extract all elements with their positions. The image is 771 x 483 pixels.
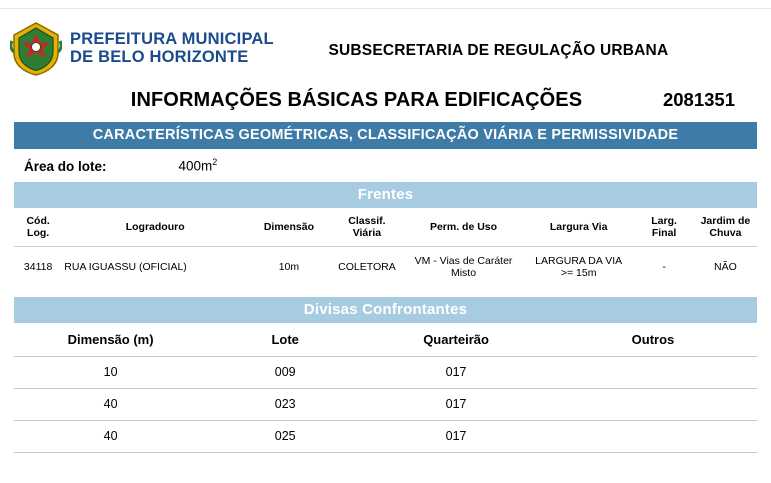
- subsecretaria-title: SUBSECRETARIA DE REGULAÇÃO URBANA: [328, 42, 669, 59]
- frentes-cell-classif-viaria: COLETORA: [338, 260, 396, 273]
- frentes-cell-cod-log: 34118: [23, 260, 53, 273]
- frentes-col-larg-final: Larg. Final: [634, 208, 693, 247]
- section-header-caracteristicas: CARACTERÍSTICAS GEOMÉTRICAS, CLASSIFICAÇÃO VIÁRIA E PERMISSIVIDADE: [14, 122, 757, 149]
- divisas-cell-lote: 023: [207, 388, 363, 420]
- brand-line-2: DE BELO HORIZONTE: [70, 48, 249, 66]
- divisas-col-quarteirao: Quarteirão: [363, 323, 549, 357]
- divisas-cell-outros: [549, 420, 757, 452]
- table-row: [14, 356, 757, 388]
- frentes-col-cod-log: Cód. Log.: [14, 208, 62, 247]
- document-header: [0, 9, 771, 83]
- divisas-cell-outros: [549, 356, 757, 388]
- frentes-cell-logradouro: RUA IGUASSU (OFICIAL): [64, 260, 187, 273]
- brand-block: [10, 19, 274, 77]
- frentes-table: [14, 208, 757, 289]
- city-crest-icon: [10, 19, 62, 77]
- frentes-header-row: [14, 208, 757, 247]
- section-divisas-wrap: [14, 297, 757, 323]
- frentes-col-dimensao: Dimensão: [248, 208, 330, 247]
- section-header-frentes: Frentes: [14, 182, 757, 208]
- divisas-col-dimensao: Dimensão (m): [14, 323, 207, 357]
- divisas-table: [14, 323, 757, 453]
- frentes-col-jardim-chuva: Jardim de Chuva: [694, 208, 757, 247]
- divisas-cell-lote: 009: [207, 356, 363, 388]
- title-row: [60, 83, 771, 122]
- area-do-lote-row: [0, 149, 771, 182]
- top-strip: [0, 0, 771, 9]
- divisas-cell-dimensao: 10: [14, 356, 207, 388]
- table-row: [14, 420, 757, 452]
- section-header-divisas: Divisas Confrontantes: [14, 297, 757, 323]
- frentes-cell-dimensao: 10m: [278, 260, 300, 273]
- document-number: 2081351: [662, 89, 735, 110]
- table-row: [14, 388, 757, 420]
- area-do-lote-label: Área do lote:: [24, 158, 107, 174]
- frentes-col-perm-uso: Perm. de Uso: [404, 208, 523, 247]
- frentes-col-largura-via: Largura Via: [523, 208, 634, 247]
- section-frentes-wrap: [14, 182, 757, 208]
- divisas-cell-quarteirao: 017: [363, 420, 549, 452]
- frentes-col-logradouro: Logradouro: [62, 208, 248, 247]
- area-do-lote-number: 400m: [178, 158, 213, 174]
- frentes-cell-larg-final: -: [662, 260, 666, 273]
- brand-text: [70, 30, 274, 67]
- divisas-col-lote: Lote: [207, 323, 363, 357]
- frentes-cell-largura-via: LARGURA DA VIA >= 15m: [535, 254, 623, 280]
- table-row: [14, 246, 757, 289]
- frentes-cell-jardim-chuva: NÃO: [714, 260, 737, 273]
- divisas-cell-dimensao: 40: [14, 420, 207, 452]
- divisas-cell-outros: [549, 388, 757, 420]
- divisas-cell-quarteirao: 017: [363, 388, 549, 420]
- area-do-lote-value: [179, 157, 218, 174]
- divisas-header-row: [14, 323, 757, 357]
- divisas-cell-lote: 025: [207, 420, 363, 452]
- area-do-lote-exponent: 2: [212, 157, 218, 167]
- frentes-cell-perm-uso: VM - Vias de Caráter Misto: [414, 254, 513, 280]
- divisas-cell-quarteirao: 017: [363, 356, 549, 388]
- page-title: INFORMAÇÕES BÁSICAS PARA EDIFICAÇÕES: [130, 89, 583, 111]
- frentes-col-classif-viaria: Classif. Viária: [330, 208, 404, 247]
- brand-line-1: PREFEITURA MUNICIPAL: [70, 29, 274, 48]
- divisas-cell-dimensao: 40: [14, 388, 207, 420]
- divisas-col-outros: Outros: [549, 323, 757, 357]
- section-caracteristicas-wrap: [14, 122, 757, 149]
